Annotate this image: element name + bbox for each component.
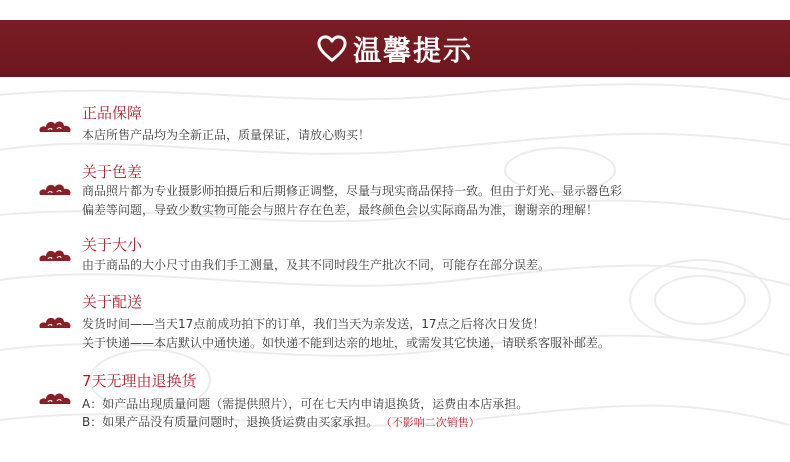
section-title: 关于配送 xyxy=(82,293,143,311)
banner-title xyxy=(0,20,790,77)
cloud-icon xyxy=(38,118,72,136)
section-text: B：如果产品没有质量问题时，退换货运费由买家承担。 xyxy=(82,415,379,429)
section-text: 商品照片都为专业摄影师拍摄后和后期修正调整，尽量与现实商品保持一致。但由于灯光、显示器色彩 xyxy=(82,184,623,198)
cloud-icon xyxy=(38,181,72,199)
banner-title-text: 温馨提示 xyxy=(352,33,473,67)
cloud-icon xyxy=(38,390,72,408)
section-title: 正品保障 xyxy=(82,104,143,122)
section-title: 关于色差 xyxy=(82,163,143,181)
section-title: 7天无理由退换货 xyxy=(82,372,197,390)
section-title: 关于大小 xyxy=(82,236,143,254)
section-text: 偏差等问题，导致少数实物可能会与照片存在色差，最终颜色会以实际商品为准，谢谢亲的理解！ xyxy=(82,203,599,217)
cloud-icon xyxy=(38,314,72,332)
section-text: 关于快递——本店默认中通快递。如快递不能到达亲的地址，或需发其它快递，请联系客服补邮差。 xyxy=(82,336,611,350)
section-text: 由于商品的大小尺寸由我们手工测量，及其不同时段生产批次不同，可能存在部分误差。 xyxy=(82,258,551,272)
cloud-icon xyxy=(38,247,72,265)
header-banner xyxy=(0,20,790,77)
section-text-with-note xyxy=(82,413,480,430)
resale-note: （不影响二次销售） xyxy=(386,416,480,429)
section-text: 发货时间——当天17点前成功拍下的订单，我们当天为亲发送，17点之后将次日发货！ xyxy=(82,317,545,331)
section-text: 本店所售产品均为全新正品，质量保证，请放心购买！ xyxy=(82,128,371,142)
heart-outline-icon xyxy=(317,35,347,63)
section-text: A：如产品出现质量问题（需提供照片），可在七天内申请退换货，运费由本店承担。 xyxy=(82,397,529,411)
